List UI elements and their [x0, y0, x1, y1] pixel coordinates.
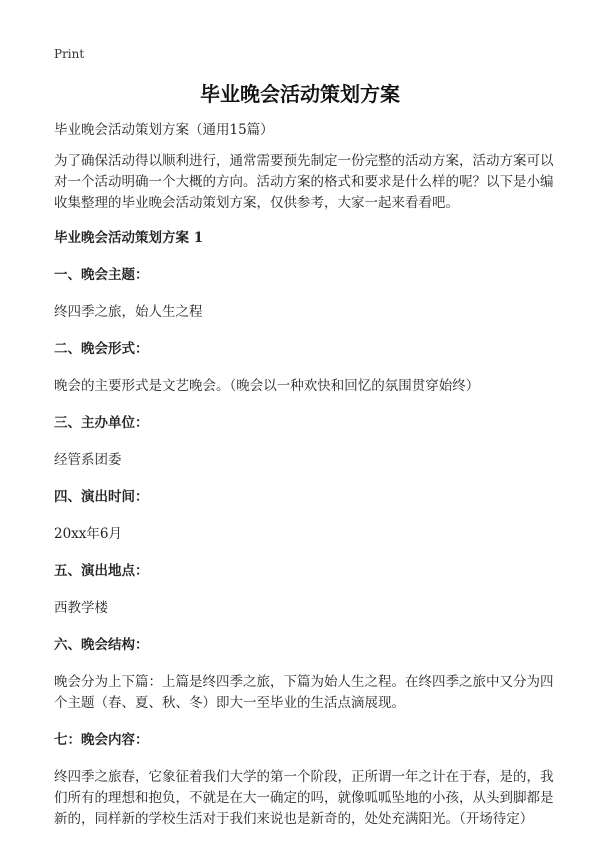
section-text-organizer: 经管系团委: [54, 452, 122, 468]
section-text-form: 晚会的主要形式是文艺晚会。（晚会以一种欢快和回忆的氛围贯穿始终）: [54, 378, 480, 394]
print-link[interactable]: Print: [54, 47, 85, 61]
intro-paragraph: 为了确保活动得以顺利进行，通常需要预先制定一份完整的活动方案，活动方案可以对一个活动明确一个大概的方向。活动方案的格式和要求是什么样的呢？以下是小编收集整理的毕业晚会活动策划方案，仅供参考，大家一起来看看吧。: [54, 153, 554, 211]
section-heading-form: 二、晚会形式：: [54, 341, 149, 357]
section-heading-theme: 一、晚会主题：: [54, 267, 149, 283]
section-heading-organizer: 三、主办单位：: [54, 415, 149, 431]
section-text-content: 终四季之旅春，它象征着我们大学的第一个阶段，正所谓一年之计在于春，是的，我们所有的理想和抱负，不就是在大一确定的吗，就像呱呱坠地的小孩，从头到脚都是新的，同样新的学校生活对于我们来说也是新奇的，处处充满阳光。（开场待定）: [54, 769, 554, 827]
section-text-theme: 终四季之旅，始人生之程: [54, 304, 203, 320]
section-text-time: 20xx年6月: [54, 526, 122, 542]
section-heading-content: 七：晚会内容：: [54, 732, 149, 748]
document-body: [54, 120, 556, 846]
section-text-structure: 晚会分为上下篇：上篇是终四季之旅，下篇为始人生之程。在终四季之旅中又分为四个主题（春、夏、秋、冬）即大一至毕业的生活点滴展现。: [54, 674, 554, 711]
page-title: 毕业晚会活动策划方案: [200, 82, 400, 106]
document-subtitle: 毕业晚会活动策划方案（通用15篇）: [54, 122, 274, 138]
section-text-venue: 西教学楼: [54, 600, 108, 616]
section-heading-venue: 五、演出地点：: [54, 563, 149, 579]
plan-heading: 毕业晚会活动策划方案 1: [54, 230, 204, 246]
section-heading-time: 四、演出时间：: [54, 489, 149, 505]
section-heading-structure: 六、晚会结构：: [54, 637, 149, 653]
